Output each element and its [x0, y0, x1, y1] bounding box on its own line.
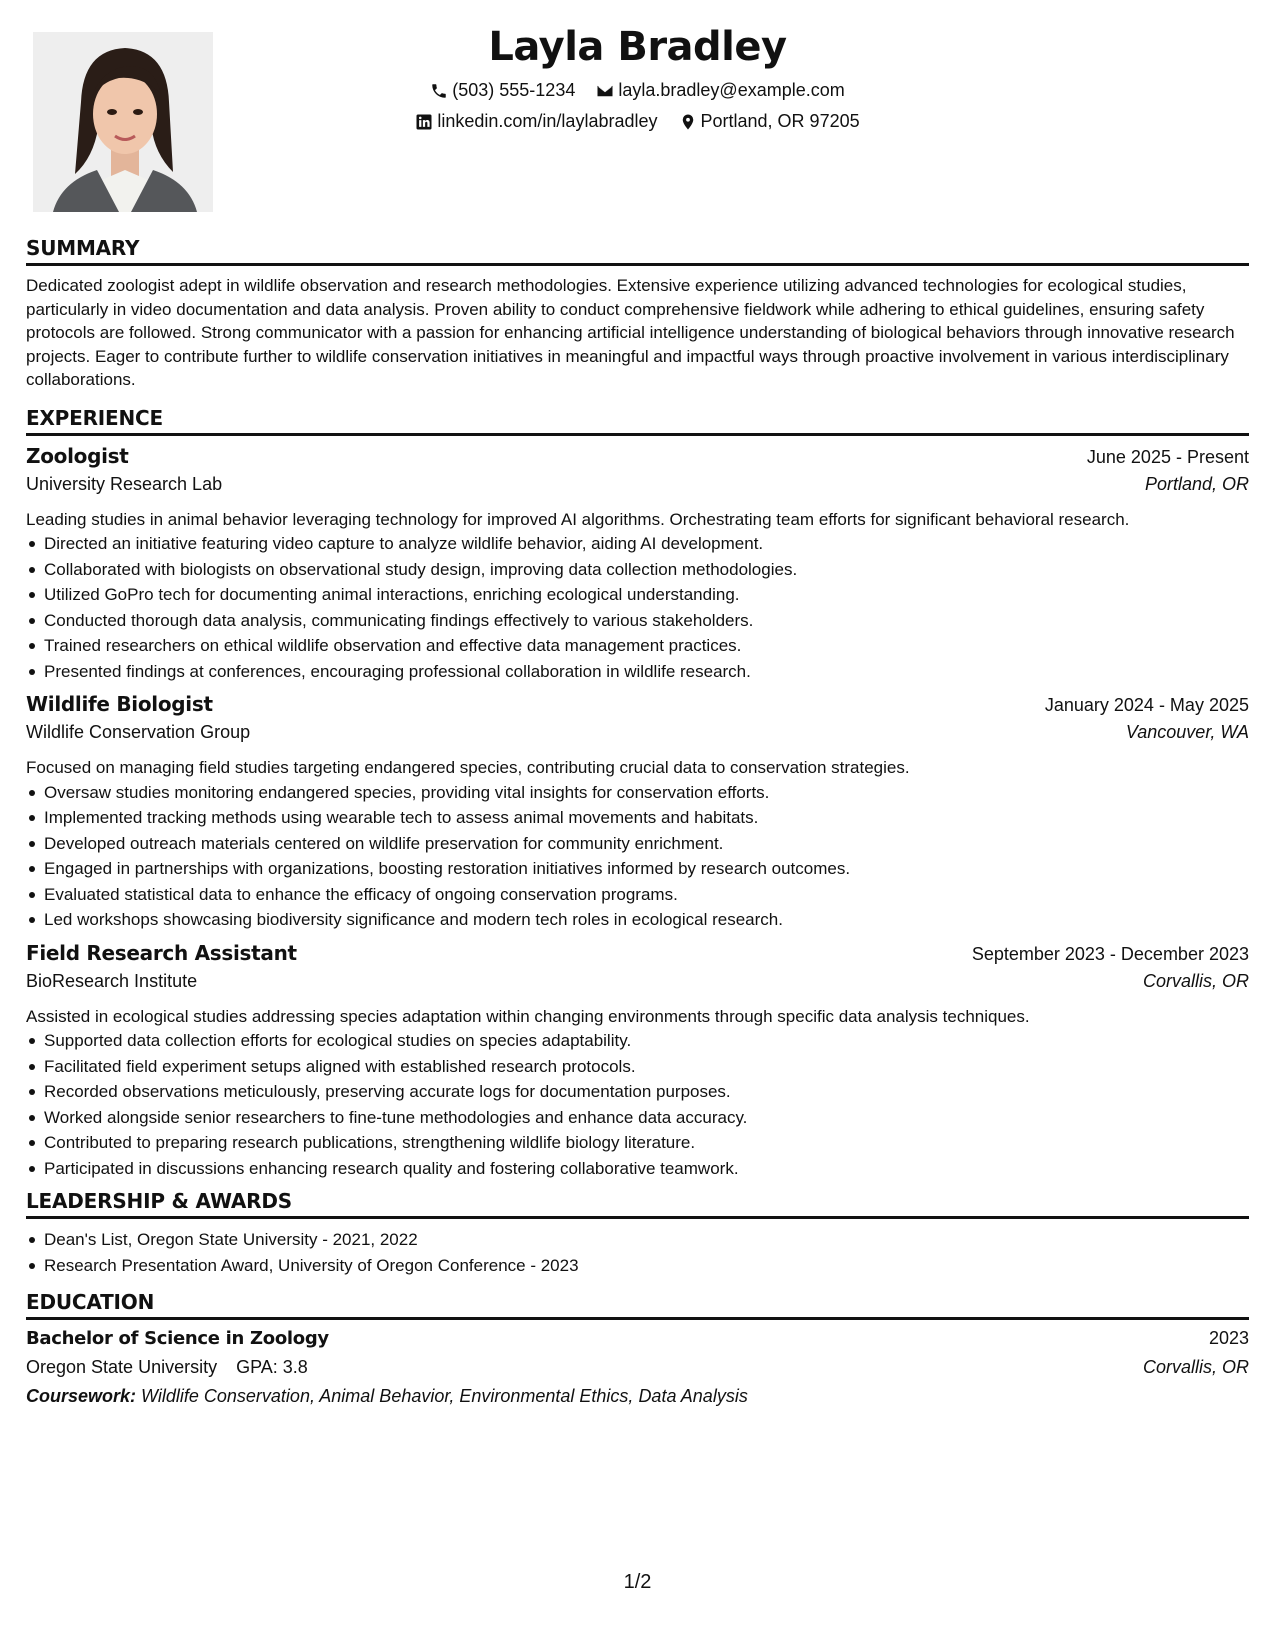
bullet-item: Directed an initiative featuring video capture to analyze wildlife behavior, aiding AI development. — [44, 531, 1249, 557]
job-entry — [26, 941, 1249, 1182]
job-title: Zoologist — [26, 443, 129, 468]
job-description: Assisted in ecological studies addressing species adaptation within changing environments through specific data analysis techniques. — [26, 1006, 1030, 1026]
school-location: Corvallis, OR — [1142, 1357, 1249, 1377]
linkedin-url: linkedin.com/in/laylabradley — [437, 111, 658, 131]
location-text: Portland, OR 97205 — [700, 111, 860, 131]
job-organization: BioResearch Institute — [26, 970, 198, 991]
coursework — [26, 1386, 1249, 1407]
job-description: Focused on managing field studies targeting endangered species, contributing crucial data to conservation strategies. — [26, 758, 910, 777]
bullet-item: Contributed to preparing research publications, strengthening wildlife biology literature. — [44, 1130, 1249, 1156]
contact-row-secondary — [26, 111, 1249, 136]
bullet-item: Evaluated statistical data to enhance the efficacy of ongoing conservation programs. — [44, 882, 1249, 908]
bullet-item: Utilized GoPro tech for documenting animal interactions, enriching ecological understanding. — [44, 582, 1249, 608]
job-location: Vancouver, WA — [1125, 722, 1249, 742]
job-description: Leading studies in animal behavior leveraging technology for improved AI algorithms. Orchestrating team efforts for significant behavioral research. — [26, 509, 1130, 529]
job-dates: September 2023 - December 2023 — [971, 943, 1249, 964]
phone-icon — [430, 82, 448, 100]
bullet-item: Developed outreach materials centered on wildlife preservation for community enrichment. — [44, 831, 1249, 857]
contact-email[interactable] — [596, 80, 844, 101]
envelope-icon — [596, 82, 614, 100]
resume-page — [26, 24, 1249, 1407]
coursework-list: Wildlife Conservation, Animal Behavior, Environmental Ethics, Data Analysis — [141, 1386, 748, 1406]
gpa: GPA: 3.8 — [236, 1357, 308, 1377]
education-heading: EDUCATION — [26, 1290, 1249, 1320]
linkedin-icon — [415, 113, 433, 131]
job-dates: January 2024 - May 2025 — [1044, 695, 1249, 715]
bullet-item: Participated in discussions enhancing research quality and fostering collaborative teamwork. — [44, 1156, 1249, 1182]
bullet-item: Presented findings at conferences, encouraging professional collaboration in wildlife research. — [44, 659, 1249, 685]
bullet-item: Implemented tracking methods using wearable tech to assess animal movements and habitats. — [44, 805, 1249, 831]
leadership-heading: LEADERSHIP & AWARDS — [26, 1189, 1249, 1219]
bullet-item: Engaged in partnerships with organizations, boosting restoration initiatives informed by research outcomes. — [44, 856, 1249, 882]
job-bullets — [26, 780, 1249, 933]
job-location: Corvallis, OR — [1142, 970, 1249, 991]
job-organization: University Research Lab — [26, 473, 223, 494]
summary-heading: SUMMARY — [26, 236, 1249, 266]
job-location: Portland, OR — [1144, 473, 1249, 494]
page-number: 1/2 — [623, 1571, 652, 1593]
resume-header — [26, 24, 1249, 236]
graduation-year: 2023 — [1208, 1328, 1249, 1348]
job-title: Wildlife Biologist — [26, 692, 213, 716]
contact-location — [679, 111, 860, 132]
school-name: Oregon State University — [26, 1357, 218, 1377]
email-address: layla.bradley@example.com — [618, 80, 845, 100]
bullet-item: Oversaw studies monitoring endangered species, providing vital insights for conservation efforts. — [44, 780, 1249, 806]
bullet-item: Collaborated with biologists on observational study design, improving data collection methodologies. — [44, 557, 1249, 583]
bullet-item: Led workshops showcasing biodiversity significance and modern tech roles in ecological research. — [44, 907, 1249, 933]
job-title: Field Research Assistant — [26, 940, 297, 965]
job-entry — [26, 444, 1249, 685]
bullet-item: Supported data collection efforts for ecological studies on species adaptability. — [44, 1028, 1249, 1054]
summary-text: Dedicated zoologist adept in wildlife observation and research methodologies. Extensive experience utilizing advanced technologies for ecological studies, particularly in video documentation and data analysis. Proven ability to conduct comprehensive fieldwork while adhering to ethical guidelines, ensuring safety protocols are followed. Strong communicator with a passion for enhancing artificial intelligence understanding of biological behaviors through innovative research projects. Eager to contribute further to wildlife conservation initiatives in meaningful and impactful ways through proactive involvement in various interdisciplinary collaborations. — [26, 276, 1235, 389]
award-item: Dean's List, Oregon State University - 2021, 2022 — [44, 1227, 1249, 1253]
award-item: Research Presentation Award, University of Oregon Conference - 2023 — [44, 1253, 1249, 1279]
job-bullets — [26, 1028, 1249, 1181]
job-organization: Wildlife Conservation Group — [26, 722, 251, 742]
map-pin-icon — [679, 113, 697, 131]
job-dates: June 2025 - Present — [1086, 446, 1249, 467]
bullet-item: Worked alongside senior researchers to fine-tune methodologies and enhance data accuracy. — [44, 1105, 1249, 1131]
job-entry — [26, 692, 1249, 933]
contact-phone[interactable] — [430, 80, 575, 101]
bullet-item: Facilitated field experiment setups aligned with established research protocols. — [44, 1054, 1249, 1080]
bullet-item: Recorded observations meticulously, preserving accurate logs for documentation purposes. — [44, 1079, 1249, 1105]
candidate-name: Layla Bradley — [488, 24, 787, 70]
coursework-label: Coursework: — [26, 1386, 137, 1406]
bullet-item: Conducted thorough data analysis, communicating findings effectively to various stakeholders. — [44, 608, 1249, 634]
job-bullets — [26, 531, 1249, 684]
phone-number: (503) 555-1234 — [452, 80, 576, 100]
contact-linkedin[interactable] — [415, 111, 657, 132]
experience-heading: EXPERIENCE — [26, 406, 1249, 436]
award-list — [26, 1227, 1249, 1278]
degree-title: Bachelor of Science in Zoology — [26, 1328, 329, 1349]
contact-row-primary — [26, 80, 1249, 105]
bullet-item: Trained researchers on ethical wildlife observation and effective data management practices. — [44, 633, 1249, 659]
